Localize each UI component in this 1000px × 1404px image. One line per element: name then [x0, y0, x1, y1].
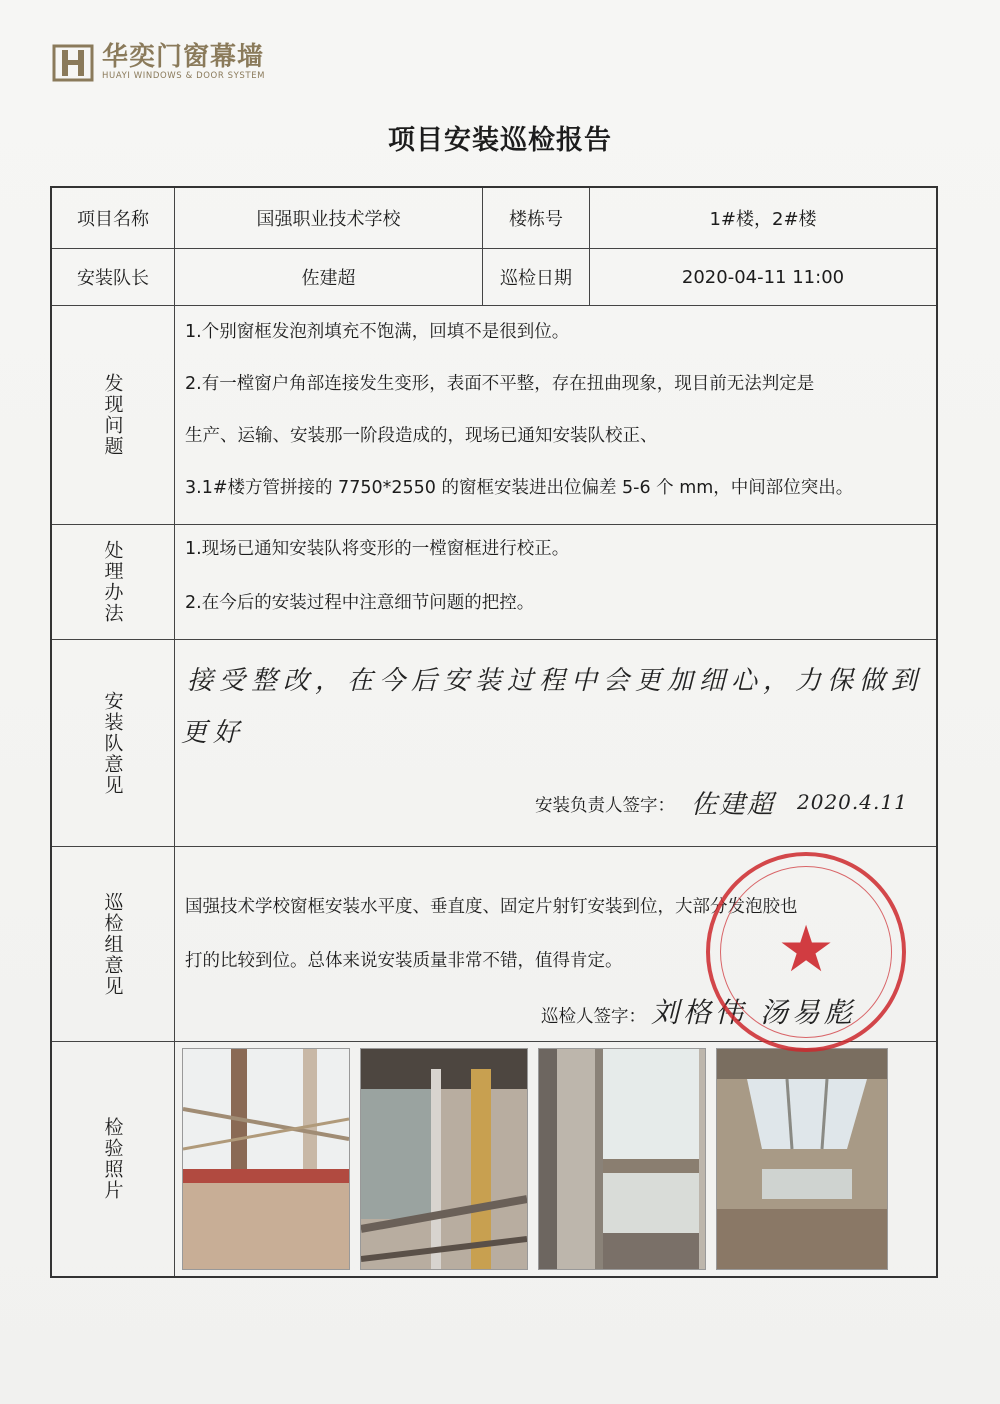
team-opinion-handwriting-2: 更好 — [181, 718, 246, 748]
issues-label: 发现问题 — [101, 373, 124, 457]
issues-content — [175, 306, 936, 524]
inspector-signature-label: 巡检人签字： — [541, 1007, 646, 1027]
report-title: 项目安装巡检报告 — [388, 125, 612, 156]
team-opinion-handwriting-1: 接受整改，在今后安装过程中会更加细心，力保做到 — [187, 666, 924, 696]
project-name-value: 国强职业技术学校 — [175, 188, 483, 248]
inspection-photo-1 — [182, 1048, 350, 1270]
photos-label: 检验照片 — [101, 1117, 124, 1201]
handling-content — [175, 525, 936, 639]
inspection-photo-4 — [716, 1048, 888, 1270]
handling-line: 2.在今后的安装过程中注意细节问题的把控。 — [185, 593, 535, 613]
inspector-signature: 刘格伟 汤易彪 — [651, 996, 856, 1029]
seal-star-icon: ★ — [777, 913, 835, 987]
team-signature-label: 安装负责人签字： — [535, 796, 675, 816]
team-opinion-content — [175, 640, 936, 846]
company-seal-stamp — [706, 852, 906, 1052]
captain-value: 佐建超 — [175, 249, 483, 305]
inspection-line: 国强技术学校窗框安装水平度、垂直度、固定片射钉安装到位，大部分发泡胶也 — [185, 897, 798, 917]
team-signature: 佐建超 — [691, 790, 776, 820]
building-value: 1#楼，2#楼 — [709, 209, 817, 230]
photos-label-cell — [52, 1042, 175, 1276]
issue-line: 生产、运输、安装那一阶段造成的，现场已通知安装队校正、 — [185, 426, 658, 446]
logo-brand-cn: 华奕门窗幕墙 — [102, 41, 265, 72]
inspection-line: 打的比较到位。总体来说安装质量非常不错，值得肯定。 — [185, 951, 623, 971]
team-opinion-label: 安装队意见 — [101, 690, 124, 796]
handling-label: 处理办法 — [101, 540, 124, 624]
project-name-label: 项目名称 — [52, 188, 175, 248]
building-label: 楼栋号 — [483, 188, 590, 248]
project-row — [52, 188, 936, 249]
issue-line: 1.个别窗框发泡剂填充不饱满，回填不是很到位。 — [185, 322, 570, 342]
company-logo — [52, 42, 265, 82]
team-opinion-row — [52, 640, 936, 847]
issue-line: 3.1#楼方管拼接的 7750*2550 的窗框安装进出位偏差 5-6 个 mm，中间部位突出。 — [185, 478, 854, 498]
team-signature-date: 2020.4.11 — [797, 790, 908, 814]
inspection-opinion-label-cell — [52, 847, 175, 1041]
logo-brand-en: HUAYI WINDOWS & DOOR SYSTEM — [102, 70, 266, 81]
issues-row — [52, 306, 936, 525]
date-label: 巡检日期 — [483, 249, 590, 305]
inspection-photo-3 — [538, 1048, 706, 1270]
captain-label: 安装队长 — [52, 249, 175, 305]
handling-row — [52, 525, 936, 640]
handling-line: 1.现场已通知安装队将变形的一樘窗框进行校正。 — [185, 539, 570, 559]
team-opinion-label-cell — [52, 640, 175, 846]
captain-row — [52, 249, 936, 306]
inspection-opinion-label: 巡检组意见 — [101, 891, 124, 997]
date-value: 2020-04-11 11:00 — [681, 266, 845, 288]
handling-label-cell — [52, 525, 175, 639]
logo-h-icon — [52, 42, 94, 82]
issues-label-cell — [52, 306, 175, 524]
inspection-photo-2 — [360, 1048, 528, 1270]
issue-line: 2.有一樘窗户角部连接发生变形，表面不平整，存在扭曲现象，现目前无法判定是 — [185, 374, 815, 394]
